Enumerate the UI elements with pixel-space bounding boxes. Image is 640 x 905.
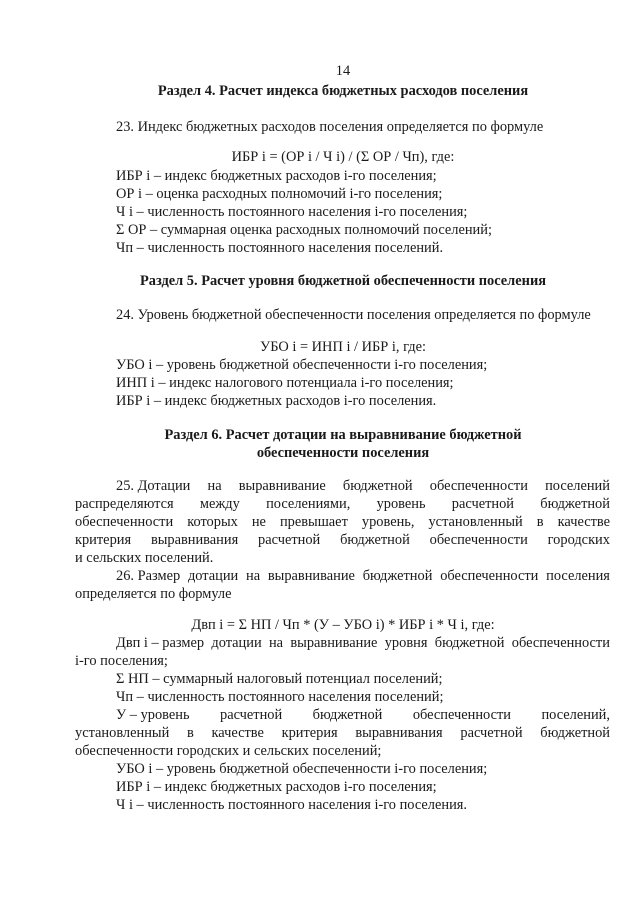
section-5-heading: Раздел 5. Расчет уровня бюджетной обеспеченности поселения <box>139 273 547 289</box>
section-4-heading: Раздел 4. Расчет индекса бюджетных расходов поселения <box>157 83 529 99</box>
definition-u-line-3: обеспеченности городских и сельских поселений; <box>75 743 382 759</box>
definition-ubo-i-2: УБО i – уровень бюджетной обеспеченности i-го поселения; <box>116 761 488 777</box>
definition-dvp-line-2: i-го поселения; <box>75 653 168 669</box>
page-number: 14 <box>335 63 351 79</box>
item-23-text: 23. Индекс бюджетных расходов поселения определяется по формуле <box>116 119 544 135</box>
definition-sum-np: Σ НП – суммарный налоговый потенциал поселений; <box>116 671 443 687</box>
item-25-line-4: критерия выравнивания расчетной бюджетной обеспеченности городских <box>75 532 610 548</box>
definition-chp: Чп – численность постоянного населения поселений. <box>116 240 444 256</box>
definition-sum-or: Σ ОР – суммарная оценка расходных полномочий поселений; <box>116 222 492 238</box>
definition-ibr-i-3: ИБР i – индекс бюджетных расходов i-го поселения; <box>116 779 437 795</box>
item-25-line-3: обеспеченности которых не превышает уровень, установленный в качестве <box>75 514 610 530</box>
item-25-line-5: и сельских поселений. <box>75 550 214 566</box>
definition-ch-i: Ч i – численность постоянного населения i-го поселения; <box>116 204 468 220</box>
definition-chp-2: Чп – численность постоянного населения поселений; <box>116 689 444 705</box>
item-26-line-2: определяется по формуле <box>75 586 232 602</box>
definition-ibr-i: ИБР i – индекс бюджетных расходов i-го поселения; <box>116 168 437 184</box>
item-24-text: 24. Уровень бюджетной обеспеченности поселения определяется по формуле <box>116 307 591 323</box>
definition-dvp-line-1: Двп i – размер дотации на выравнивание уровня бюджетной обеспеченности <box>116 635 610 651</box>
section-6-heading-line-1: Раздел 6. Расчет дотации на выравнивание бюджетной <box>164 427 522 443</box>
definition-u-line-2: установленный в качестве критерия выравнивания расчетной бюджетной <box>75 725 610 741</box>
definition-u-line-1: У – уровень расчетной бюджетной обеспеченности поселений, <box>116 707 610 723</box>
formula-dvp: Двп i = Σ НП / Чп * (У – УБО i) * ИБР i * Ч i, где: <box>191 617 495 633</box>
definition-ch-i-2: Ч i – численность постоянного населения i-го поселения. <box>116 797 467 813</box>
item-25-line-1: 25. Дотации на выравнивание бюджетной обеспеченности поселений <box>116 478 610 494</box>
formula-ubo: УБО i = ИНП i / ИБР i, где: <box>260 339 426 355</box>
definition-inp-i: ИНП i – индекс налогового потенциала i-го поселения; <box>116 375 454 391</box>
definition-ubo-i: УБО i – уровень бюджетной обеспеченности i-го поселения; <box>116 357 488 373</box>
item-26-line-1: 26. Размер дотации на выравнивание бюджетной обеспеченности поселения <box>116 568 610 584</box>
definition-ibr-i-2: ИБР i – индекс бюджетных расходов i-го поселения. <box>116 393 437 409</box>
definition-or-i: ОР i – оценка расходных полномочий i-го поселения; <box>116 186 443 202</box>
item-25-line-2: распределяются между поселениями, уровень расчетной бюджетной <box>75 496 610 512</box>
section-6-heading-line-2: обеспеченности поселения <box>256 445 430 461</box>
formula-ibr: ИБР i = (ОР i / Ч i) / (Σ ОР / Чп), где: <box>231 149 455 165</box>
